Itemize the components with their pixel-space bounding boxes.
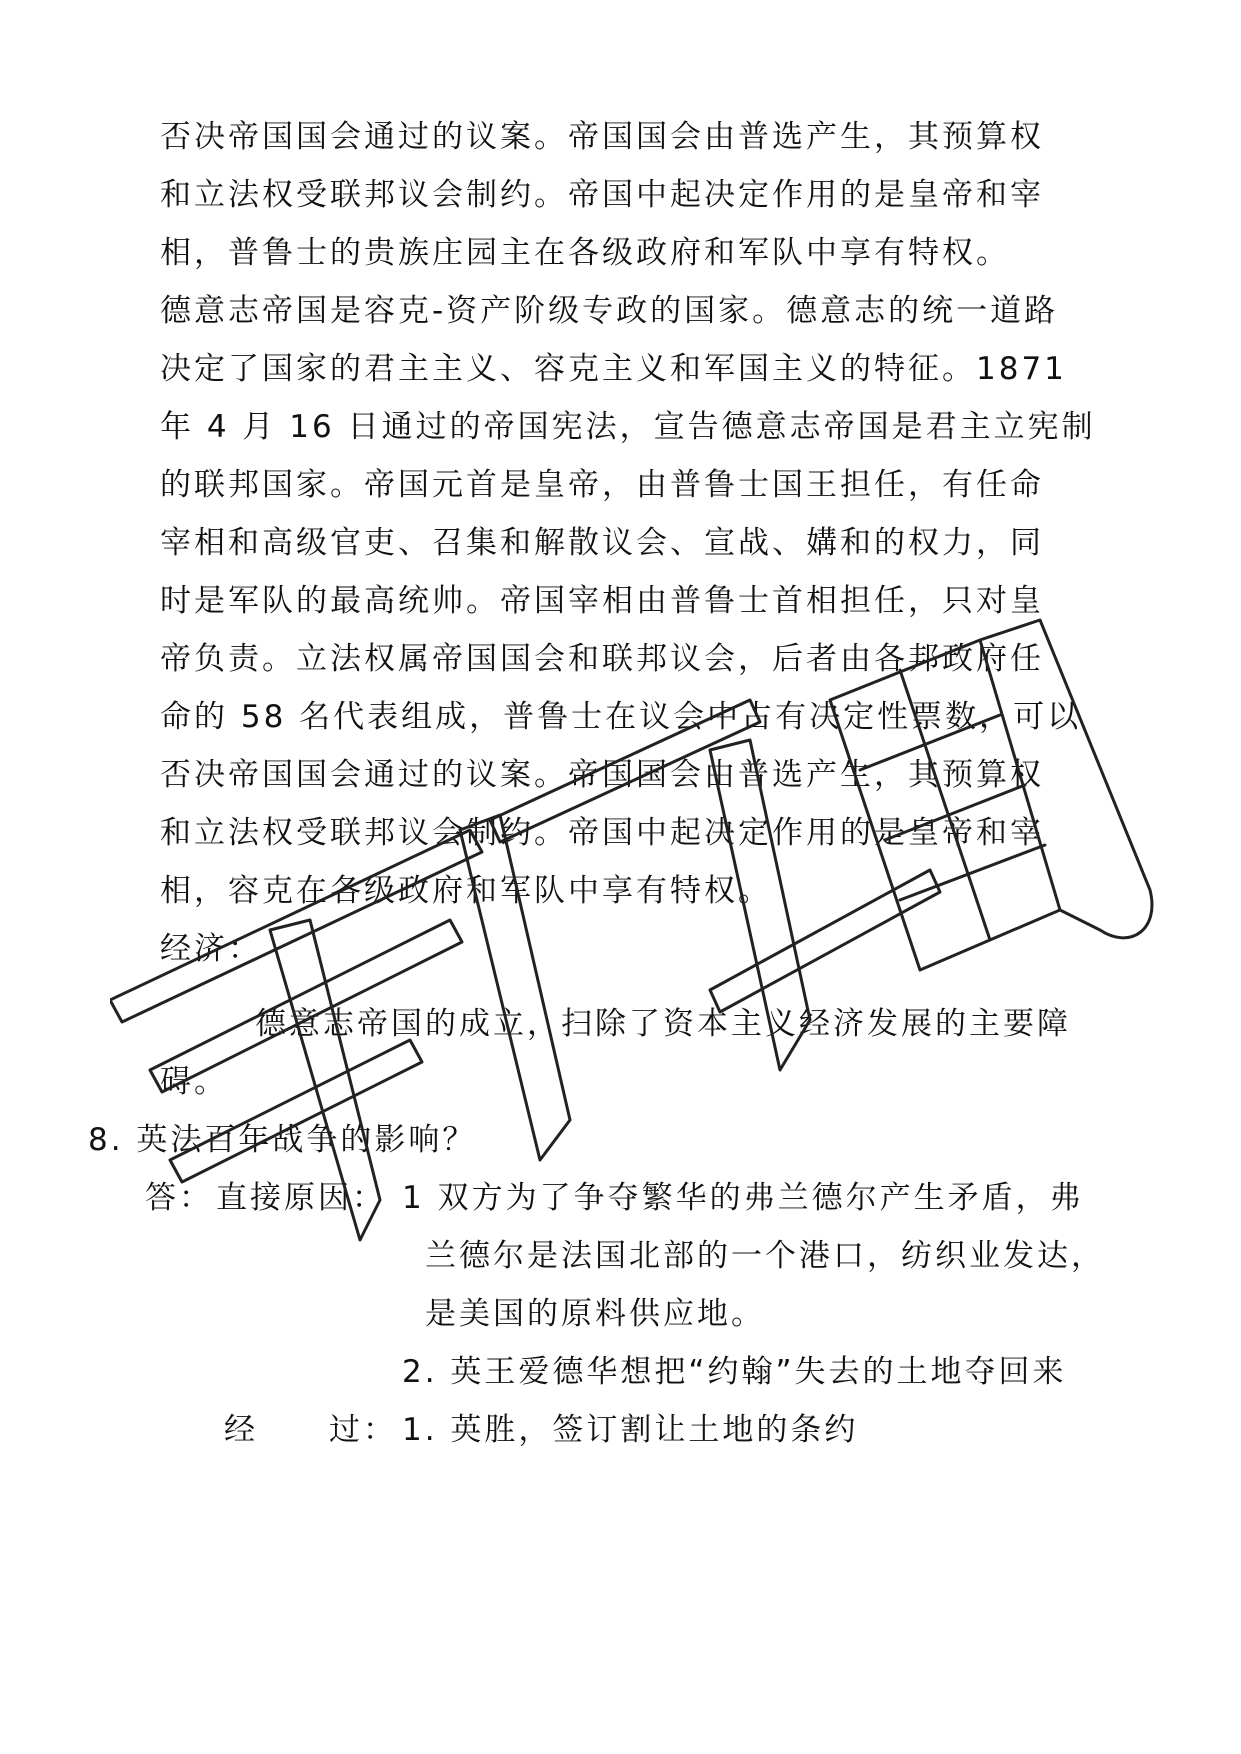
paragraph-2-line-1: 德意志帝国是容克-资产阶级专政的国家。德意志的统一道路: [160, 293, 1059, 329]
paragraph-2-line-3: 年 4 月 16 日通过的帝国宪法，宣告德意志帝国是君主立宪制: [160, 409, 1096, 445]
paragraph-2-line-5: 宰相和高级官吏、召集和解散议会、宣战、媾和的权力，同: [160, 525, 1044, 561]
paragraph-2-line-6: 时是军队的最高统帅。帝国宰相由普鲁士首相担任，只对皇: [160, 583, 1044, 619]
paragraph-2-line-9: 否决帝国国会通过的议案。帝国国会由普选产生，其预算权: [160, 757, 1044, 793]
cause-2: 2. 英王爱德华想把“约翰”失去的土地夺回来: [402, 1354, 1067, 1390]
paragraph-2-line-11: 相，容克在各级政府和军队中享有特权。: [160, 873, 772, 909]
paragraph-2-line-4: 的联邦国家。帝国元首是皇帝，由普鲁士国王担任，有任命: [160, 467, 1044, 503]
answer-label: 答：: [145, 1180, 213, 1216]
watermark-stroke-1: [110, 830, 482, 1022]
process-label-part-2: 过：: [329, 1412, 397, 1448]
economy-heading: 经济：: [160, 931, 262, 967]
paragraph-2-line-10: 和立法权受联邦议会制约。帝国中起决定作用的是皇帝和宰: [160, 815, 1044, 851]
paragraph-2-line-8: 命的 58 名代表组成，普鲁士在议会中占有决定性票数，可以: [160, 699, 1082, 735]
process-item-1: 1. 英胜，签订割让土地的条约: [402, 1412, 859, 1448]
process-label-part-1: 经: [224, 1412, 258, 1448]
cause-1-line-2: 兰德尔是法国北部的一个港口，纺织业发达，: [425, 1238, 1105, 1274]
watermark-stroke-11: [900, 845, 1045, 900]
economy-text-line-1: 德意志帝国的成立，扫除了资本主义经济发展的主要障: [255, 1006, 1071, 1042]
paragraph-2-line-7: 帝负责。立法权属帝国国会和联邦议会，后者由各邦政府任: [160, 641, 1044, 677]
paragraph-1-line-3: 相，普鲁士的贵族庄园主在各级政府和军队中享有特权。: [160, 235, 1010, 271]
cause-1-line-3: 是美国的原料供应地。: [425, 1296, 765, 1332]
question-8: 8. 英法百年战争的影响？: [88, 1122, 477, 1158]
economy-text-line-2: 碍。: [160, 1064, 228, 1100]
paragraph-1-line-2: 和立法权受联邦议会制约。帝国中起决定作用的是皇帝和宰: [160, 177, 1044, 213]
paragraph-2-line-2: 决定了国家的君主主义、容克主义和军国主义的特征。1871: [160, 351, 1067, 387]
watermark-stroke-5: [460, 815, 570, 1160]
cause-1-line-1: 1 双方为了争夺繁华的弗兰德尔产生矛盾，弗: [402, 1180, 1084, 1216]
watermark-stroke-8: [830, 640, 1060, 970]
paragraph-1-line-1: 否决帝国国会通过的议案。帝国国会由普选产生，其预算权: [160, 119, 1044, 155]
direct-cause-label: 直接原因：: [216, 1180, 386, 1216]
